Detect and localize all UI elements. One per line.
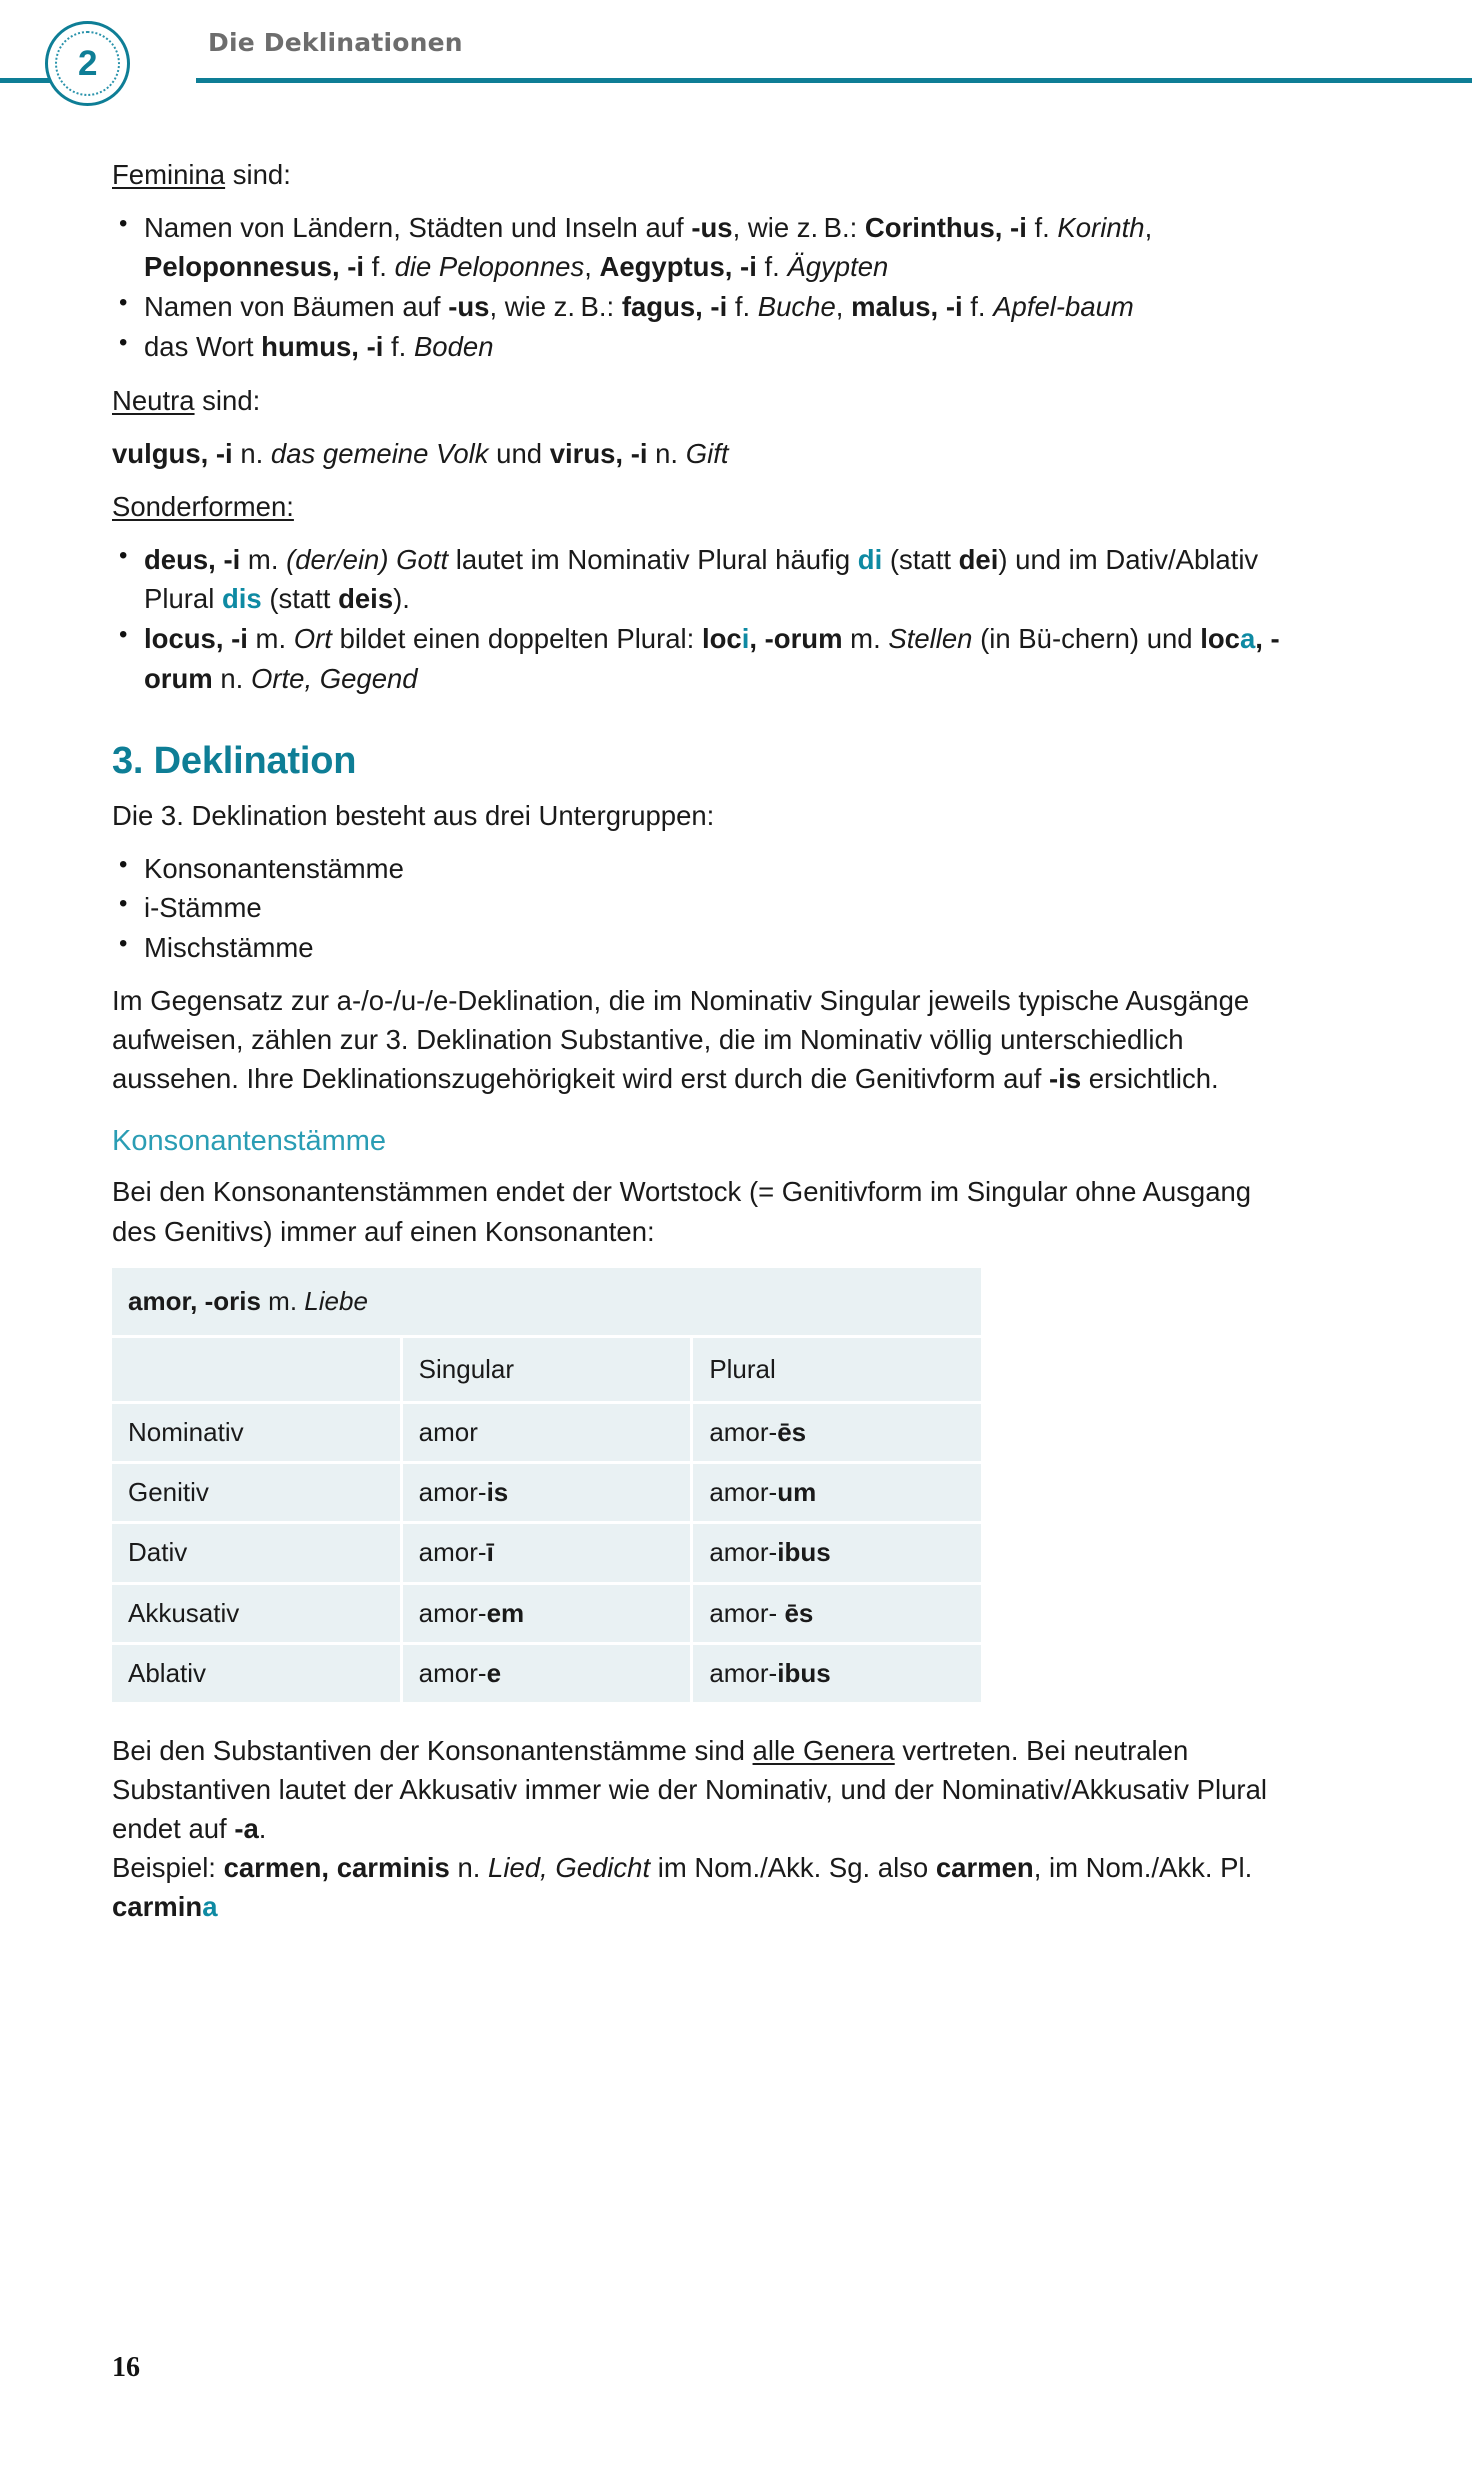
- list-item: [112, 287, 1298, 326]
- neutra-text: n.: [232, 438, 271, 470]
- sonder-text: (in Bü-chern) und: [972, 623, 1201, 655]
- list-item: [112, 208, 1298, 286]
- form-stem: amor: [418, 1416, 478, 1447]
- form-stem: amor-: [709, 1477, 778, 1508]
- bullet-bold: Peloponnesus, -i: [144, 251, 365, 283]
- header-title: Die Deklinationen: [208, 28, 463, 57]
- paragraph-text: .: [258, 1812, 267, 1844]
- bullet-text: Namen von Ländern, Städten und Inseln auf: [144, 212, 692, 244]
- bullet-bold: fagus, -i: [621, 291, 728, 323]
- list-item: [112, 619, 1298, 697]
- feminina-lead-suffix: sind:: [225, 159, 291, 190]
- singular-form: [403, 1524, 691, 1581]
- neutra-gloss: Gift: [685, 438, 729, 470]
- sonder-text: bildet einen doppelten Plural:: [331, 623, 702, 655]
- form-stem: amor-: [418, 1477, 487, 1508]
- declension-table-wrapper: [112, 1265, 1298, 1705]
- table-row: [112, 1464, 981, 1521]
- paragraph-text: im Nom./Akk. Sg. also: [650, 1852, 936, 1884]
- sonder-text: n.: [212, 662, 251, 694]
- list-item: • i-Stämme: [112, 888, 1298, 927]
- chapter-number: 2: [78, 43, 97, 83]
- case-label: Akkusativ: [112, 1585, 400, 1642]
- table-row: [112, 1585, 981, 1642]
- paragraph-text: Im Gegensatz zur a-/o-/u-/e-Deklination, die im Nominativ Singular jeweils typische Ausgänge aufweisen, zählen zur 3. Deklination Substantive, die im Nominativ völlig unterschiedlich aussehen. Ihre Deklinationszugehörigkeit wird erst durch die Genitivform auf: [112, 984, 1250, 1094]
- bullet-bold: humus, -i: [261, 331, 384, 363]
- form-stem: amor-: [418, 1537, 487, 1568]
- form-ending: is: [486, 1477, 509, 1508]
- page-header: [0, 0, 1472, 130]
- form-stem: amor-: [418, 1657, 487, 1688]
- paragraph-text: Beispiel:: [112, 1852, 224, 1884]
- bullet-text: f.: [364, 251, 395, 283]
- bullet-italic: Ägypten: [787, 251, 889, 283]
- deklination3-intro: Die 3. Deklination besteht aus drei Untergruppen:: [112, 800, 715, 832]
- sonder-gloss: (der/ein) Gott: [286, 544, 449, 576]
- sonder-bold: loc: [701, 623, 742, 655]
- example-paragraph: [112, 1848, 1298, 1926]
- subgroups-list: [112, 849, 1298, 966]
- plural-form: [693, 1645, 981, 1702]
- bullet-bold: malus, -i: [851, 291, 963, 323]
- sonder-highlight: i: [741, 623, 750, 655]
- example-bold: carmen: [935, 1852, 1034, 1884]
- form-ending: ibus: [777, 1537, 831, 1568]
- sonder-bold: deis: [338, 583, 394, 615]
- example-highlight: a: [202, 1891, 218, 1923]
- column-header-singular: Singular: [403, 1338, 691, 1401]
- example-term: carmen, carminis: [223, 1852, 450, 1884]
- bullet-text: , wie z. B.:: [732, 212, 865, 244]
- konsonantenstaemme-intro: Bei den Konsonantenstämmen endet der Wortstock (= Genitivform im Singular ohne Ausgang des Genitivs) immer auf einen Konsonanten:: [112, 1176, 1252, 1247]
- sonder-text: lautet im Nominativ Plural häufig: [448, 544, 858, 576]
- sonder-text: m.: [240, 544, 287, 576]
- example-gloss: Lied, Gedicht: [488, 1852, 651, 1884]
- paragraph-bold: -a: [234, 1812, 259, 1844]
- list-item: • Mischstämme: [112, 928, 1298, 967]
- case-label: Genitiv: [112, 1464, 400, 1521]
- paragraph-bold: -is: [1049, 1062, 1082, 1094]
- neutra-text: und: [488, 438, 550, 470]
- sonder-highlight: dis: [221, 583, 262, 615]
- table-caption-row: [112, 1268, 981, 1335]
- plural-form: [693, 1585, 981, 1642]
- neutra-term: virus, -i: [549, 438, 648, 470]
- case-label: Nominativ: [112, 1404, 400, 1461]
- sonderformen-lead: [112, 487, 1298, 526]
- bullet-text: f.: [962, 291, 994, 323]
- bullet-text: ,: [584, 251, 600, 283]
- bullet-text: das Wort: [144, 331, 262, 363]
- list-item: [112, 327, 1298, 366]
- sonderformen-lead-underlined: Sonderformen:: [112, 491, 294, 523]
- page-content: [112, 155, 1298, 1926]
- bullet-bold: -us: [448, 291, 490, 323]
- neutra-gloss: das gemeine Volk: [270, 438, 489, 470]
- sonder-text: m.: [842, 623, 889, 655]
- sonder-text: m.: [247, 623, 294, 655]
- paragraph-text: ersichtlich.: [1081, 1062, 1219, 1094]
- sonder-bold: , -orum: [749, 623, 843, 655]
- form-stem: amor-: [418, 1597, 487, 1628]
- column-header-plural: Plural: [693, 1338, 981, 1401]
- form-stem: amor-: [709, 1537, 778, 1568]
- list-item: [112, 540, 1298, 618]
- table-caption-term: amor, -oris: [128, 1285, 261, 1316]
- declension-table: [109, 1265, 984, 1705]
- sonder-highlight: di: [857, 544, 883, 576]
- sonder-bold: , -orum: [144, 623, 1280, 694]
- section-subheading: Konsonantenstämme: [112, 1124, 387, 1157]
- sonder-text: (statt: [882, 544, 959, 576]
- case-label: Dativ: [112, 1524, 400, 1581]
- bullet-italic: Buche: [757, 291, 836, 323]
- paragraph-text: n.: [449, 1852, 489, 1884]
- table-row: [112, 1524, 981, 1581]
- sonder-gloss: Stellen: [888, 623, 973, 655]
- bullet-text: ,: [835, 291, 852, 323]
- singular-form: [403, 1464, 691, 1521]
- neutra-line: [112, 434, 1298, 473]
- neutra-term: vulgus, -i: [112, 438, 233, 470]
- bullet-italic: Apfel-: [993, 291, 1066, 323]
- sonder-gloss: Ort: [293, 623, 332, 655]
- sonder-gloss: Orte, Gegend: [250, 662, 418, 694]
- bullet-italic: Korinth: [1057, 212, 1145, 244]
- bullet-text: f.: [383, 331, 414, 363]
- form-ending: ēs: [777, 1416, 807, 1447]
- form-ending: e: [486, 1657, 502, 1688]
- case-label: Ablativ: [112, 1645, 400, 1702]
- sonder-highlight: a: [1239, 623, 1256, 655]
- form-stem: amor-: [709, 1416, 778, 1447]
- table-header-row: [112, 1338, 981, 1401]
- paragraph-text: Bei den Substantiven der Konsonantenstämme sind: [112, 1734, 753, 1766]
- sonder-text: (statt: [261, 583, 339, 615]
- sonderformen-bullet-list: [112, 540, 1298, 697]
- bullet-italic: baum: [1065, 291, 1134, 323]
- form-stem: amor-: [709, 1657, 778, 1688]
- example-bold: carmin: [112, 1891, 203, 1923]
- sonder-term: deus, -i: [144, 544, 241, 576]
- bullet-text: f.: [756, 251, 788, 283]
- sonder-text: ) und im Dativ/Ablativ Plural: [144, 544, 1259, 615]
- form-ending: um: [777, 1477, 817, 1508]
- sonder-text: ).: [393, 583, 410, 615]
- bullet-text: ,: [1144, 212, 1153, 244]
- sonder-bold: dei: [958, 544, 999, 576]
- closing-paragraph: [112, 1731, 1298, 1848]
- neutra-text: n.: [647, 438, 686, 470]
- deklination3-paragraph: [112, 981, 1298, 1098]
- table-caption-text: m.: [260, 1285, 305, 1316]
- chapter-badge: [45, 21, 130, 106]
- paragraph-underlined: alle Genera: [752, 1734, 895, 1766]
- page-title: 3. Deklination: [112, 739, 357, 782]
- bullet-text: f.: [1026, 212, 1058, 244]
- plural-form: [693, 1524, 981, 1581]
- singular-form: [403, 1404, 691, 1461]
- bullet-text: Namen von Bäumen auf: [144, 291, 449, 323]
- header-rule-right: [196, 78, 1472, 83]
- bullet-bold: Corinthus, -i: [864, 212, 1027, 244]
- bullet-text: f.: [727, 291, 758, 323]
- paragraph-text: , im Nom./Akk. Pl.: [1033, 1852, 1253, 1884]
- sonder-term: locus, -i: [144, 623, 248, 655]
- table-row: [112, 1645, 981, 1702]
- form-ending: ēs: [784, 1597, 814, 1628]
- bullet-bold: -us: [691, 212, 733, 244]
- paragraph-text: vertreten. Bei neutralen Substantiven lautet der Akkusativ immer wie der Nominativ, und der Nominativ/Akkusativ Plural endet auf: [112, 1734, 1267, 1844]
- bullet-bold: Aegyptus, -i: [599, 251, 757, 283]
- neutra-lead: [112, 381, 1298, 420]
- table-row: [112, 1404, 981, 1461]
- bullet-italic: die Peloponnes: [394, 251, 585, 283]
- column-header-empty: [112, 1338, 400, 1401]
- form-ending: ī: [486, 1537, 494, 1568]
- feminina-lead-underlined: Feminina: [112, 159, 226, 190]
- table-caption-gloss: Liebe: [304, 1285, 368, 1316]
- table-caption-cell: [112, 1268, 981, 1335]
- feminina-lead: [112, 155, 1298, 194]
- feminina-bullet-list: [112, 208, 1298, 366]
- singular-form: [403, 1645, 691, 1702]
- page-number: 16: [112, 2352, 140, 2383]
- sonder-bold: loc: [1200, 623, 1240, 655]
- singular-form: [403, 1585, 691, 1642]
- bullet-italic: Boden: [413, 331, 494, 363]
- plural-form: [693, 1404, 981, 1461]
- plural-form: [693, 1464, 981, 1521]
- form-ending: ibus: [777, 1657, 831, 1688]
- bullet-text: , wie z. B.:: [489, 291, 622, 323]
- neutra-lead-underlined: Neutra: [112, 385, 195, 417]
- form-stem: amor-: [709, 1597, 785, 1628]
- form-ending: em: [486, 1597, 525, 1628]
- neutra-lead-suffix: sind:: [194, 385, 261, 417]
- list-item: • Konsonantenstämme: [112, 849, 1298, 888]
- header-rule-left: [0, 78, 52, 83]
